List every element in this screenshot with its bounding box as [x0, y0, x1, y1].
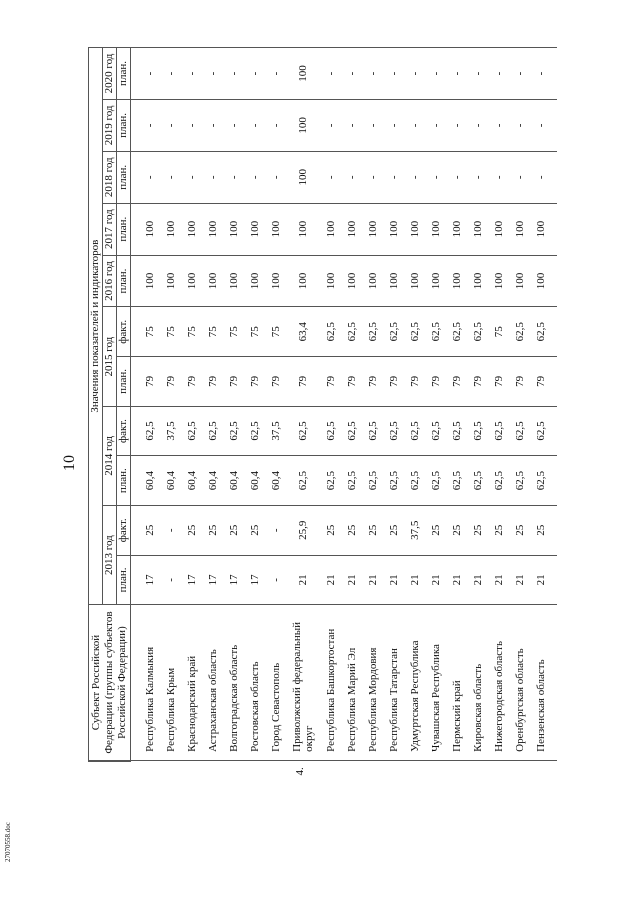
row-number-cell — [467, 760, 488, 761]
value-cell: 60,4 — [181, 456, 202, 506]
value-cell: - — [488, 48, 509, 100]
value-cell: - — [404, 99, 425, 151]
value-cell: - — [383, 151, 404, 203]
value-cell: 75 — [223, 307, 244, 357]
value-cell: - — [265, 151, 286, 203]
value-cell: 100 — [425, 203, 446, 255]
value-cell: 79 — [265, 357, 286, 407]
value-cell: 21 — [341, 555, 362, 605]
table-row — [530, 48, 557, 762]
value-cell: 62,5 — [467, 406, 488, 456]
value-cell: 79 — [467, 357, 488, 407]
row-number-cell — [320, 760, 341, 761]
year-header: 2014 год — [103, 406, 117, 505]
value-cell: - — [223, 48, 244, 100]
table-row — [320, 48, 341, 762]
plan-header: план. — [117, 255, 131, 307]
table-row — [509, 48, 530, 762]
value-cell: 79 — [530, 357, 557, 407]
row-number-cell — [265, 760, 286, 761]
value-cell: 100 — [286, 48, 320, 100]
value-cell: 21 — [530, 555, 557, 605]
value-cell: 79 — [131, 357, 161, 407]
value-cell: 100 — [488, 203, 509, 255]
value-cell: - — [341, 151, 362, 203]
value-cell: 21 — [425, 555, 446, 605]
value-cell: - — [446, 99, 467, 151]
value-cell: 60,4 — [202, 456, 223, 506]
value-cell: 25 — [446, 505, 467, 555]
value-cell: - — [181, 99, 202, 151]
row-number-cell — [488, 760, 509, 761]
row-number-cell — [286, 760, 320, 776]
value-cell: - — [131, 151, 161, 203]
value-cell: 25 — [467, 505, 488, 555]
value-cell: 100 — [286, 255, 320, 307]
value-cell: - — [383, 48, 404, 100]
row-number-cell — [404, 760, 425, 761]
value-cell: 25,9 — [286, 505, 320, 555]
value-cell: 60,4 — [131, 456, 161, 506]
row-number-cell — [202, 760, 223, 761]
table-header — [89, 48, 131, 762]
year-header: 2019 год — [103, 99, 117, 151]
value-cell: - — [320, 48, 341, 100]
subject-name: Республика Марий Эл — [341, 605, 362, 761]
value-cell: 100 — [286, 99, 320, 151]
value-cell: - — [131, 99, 161, 151]
row-number-cell — [160, 760, 181, 761]
table-row — [467, 48, 488, 762]
value-cell: 100 — [181, 203, 202, 255]
value-cell: 75 — [131, 307, 161, 357]
value-cell: 62,5 — [488, 406, 509, 456]
subject-name: Удмуртская Республика — [404, 605, 425, 761]
value-cell: 62,5 — [404, 456, 425, 506]
value-cell: 100 — [320, 255, 341, 307]
row-number: 4. — [294, 767, 306, 776]
value-cell: 62,5 — [404, 307, 425, 357]
year-header: 2020 год — [103, 48, 117, 100]
value-cell: 62,5 — [446, 456, 467, 506]
value-cell: - — [223, 99, 244, 151]
value-cell: 21 — [286, 555, 320, 605]
row-number-cell — [383, 760, 404, 761]
plan-header: план. — [117, 456, 131, 506]
table-row — [160, 48, 181, 762]
subject-name: Республика Башкортостан — [320, 605, 341, 761]
value-cell: 60,4 — [244, 456, 265, 506]
value-cell: - — [160, 151, 181, 203]
value-cell: 62,5 — [446, 307, 467, 357]
value-cell: - — [160, 555, 181, 605]
value-cell: 25 — [341, 505, 362, 555]
subject-name: Республика Татарстан — [383, 605, 404, 761]
value-cell: 60,4 — [265, 456, 286, 506]
table-row — [341, 48, 362, 762]
value-cell: 21 — [383, 555, 404, 605]
value-cell: 100 — [530, 255, 557, 307]
value-cell: 62,5 — [362, 406, 383, 456]
value-cell: - — [160, 48, 181, 100]
value-cell: 79 — [160, 357, 181, 407]
plan-header: план. — [117, 555, 131, 605]
value-cell: - — [425, 99, 446, 151]
value-cell: 25 — [509, 505, 530, 555]
subject-name: Город Севастополь — [265, 605, 286, 761]
subject-name: Волгоградская область — [223, 605, 244, 761]
value-cell: - — [244, 99, 265, 151]
table-row — [404, 48, 425, 762]
value-cell: 63,4 — [286, 307, 320, 357]
subject-name: Республика Крым — [160, 605, 181, 761]
value-cell: 79 — [181, 357, 202, 407]
value-cell: - — [425, 48, 446, 100]
fact-header: факт. — [117, 505, 131, 555]
value-cell: 79 — [362, 357, 383, 407]
value-cell: 21 — [488, 555, 509, 605]
value-cell: 75 — [244, 307, 265, 357]
row-number-cell — [244, 760, 265, 761]
value-cell: 21 — [467, 555, 488, 605]
value-cell: - — [530, 151, 557, 203]
value-cell: 62,5 — [509, 406, 530, 456]
value-cell: 79 — [488, 357, 509, 407]
value-cell: 21 — [362, 555, 383, 605]
value-cell: 37,5 — [160, 406, 181, 456]
value-cell: 100 — [383, 203, 404, 255]
table-body — [131, 48, 558, 776]
value-cell: 62,5 — [425, 406, 446, 456]
value-cell: 100 — [160, 255, 181, 307]
value-cell: - — [446, 151, 467, 203]
value-cell: - — [181, 151, 202, 203]
row-number-cell — [181, 760, 202, 761]
table-row — [265, 48, 286, 762]
subject-name: Кировская область — [467, 605, 488, 761]
value-cell: 100 — [383, 255, 404, 307]
value-cell: 100 — [223, 203, 244, 255]
value-cell: - — [467, 48, 488, 100]
table-row — [244, 48, 265, 762]
value-cell: 100 — [265, 203, 286, 255]
value-cell: 62,5 — [223, 406, 244, 456]
value-cell: - — [488, 99, 509, 151]
value-cell: 100 — [425, 255, 446, 307]
value-cell: - — [446, 48, 467, 100]
row-number-cell — [362, 760, 383, 761]
value-cell: - — [341, 99, 362, 151]
value-cell: 79 — [446, 357, 467, 407]
fact-header: факт. — [117, 406, 131, 456]
row-number-cell — [446, 760, 467, 761]
value-cell: 100 — [131, 203, 161, 255]
value-cell: 62,5 — [286, 406, 320, 456]
value-cell: 100 — [286, 151, 320, 203]
value-cell: 25 — [362, 505, 383, 555]
value-cell: - — [362, 48, 383, 100]
value-cell: 75 — [488, 307, 509, 357]
value-cell: 62,5 — [320, 307, 341, 357]
value-cell: - — [467, 151, 488, 203]
year-header: 2018 год — [103, 151, 117, 203]
value-cell: - — [467, 99, 488, 151]
subject-name: Ростовская область — [244, 605, 265, 761]
value-cell: - — [341, 48, 362, 100]
value-cell: - — [509, 151, 530, 203]
value-cell: - — [404, 151, 425, 203]
value-cell: 62,5 — [320, 406, 341, 456]
value-cell: 62,5 — [404, 406, 425, 456]
value-cell: 62,5 — [320, 456, 341, 506]
value-cell: 62,5 — [286, 456, 320, 506]
table-row — [286, 48, 320, 762]
value-cell: 37,5 — [265, 406, 286, 456]
year-header: 2017 год — [103, 203, 117, 255]
value-cell: - — [320, 151, 341, 203]
value-cell: 100 — [341, 255, 362, 307]
value-cell: - — [202, 48, 223, 100]
value-cell: 21 — [320, 555, 341, 605]
plan-header: план. — [117, 151, 131, 203]
table-row — [362, 48, 383, 762]
subject-name: Оренбургская область — [509, 605, 530, 761]
value-cell: 62,5 — [362, 307, 383, 357]
value-cell: 79 — [244, 357, 265, 407]
value-cell: 79 — [404, 357, 425, 407]
value-cell: 62,5 — [530, 406, 557, 456]
value-cell: - — [404, 48, 425, 100]
value-cell: 79 — [320, 357, 341, 407]
value-cell: 79 — [383, 357, 404, 407]
value-cell: 62,5 — [131, 406, 161, 456]
value-cell: 62,5 — [341, 307, 362, 357]
value-cell: 100 — [467, 255, 488, 307]
value-cell: - — [383, 99, 404, 151]
value-cell: - — [320, 99, 341, 151]
value-cell: 25 — [320, 505, 341, 555]
value-cell: - — [362, 99, 383, 151]
value-cell: 62,5 — [530, 456, 557, 506]
indicators-table — [88, 47, 557, 776]
value-cell: - — [509, 48, 530, 100]
value-cell: - — [509, 99, 530, 151]
rotated-table-sheet — [88, 47, 618, 776]
row-number-cell — [223, 760, 244, 761]
value-cell: 25 — [223, 505, 244, 555]
subject-name: Нижегородская область — [488, 605, 509, 761]
table-row — [488, 48, 509, 762]
value-cell: - — [530, 48, 557, 100]
value-cell: 100 — [446, 255, 467, 307]
value-cell: 62,5 — [383, 456, 404, 506]
value-cell: 62,5 — [202, 406, 223, 456]
subject-header: Субъект Российской Федерации (группы субъектов Российской Федерации) — [89, 605, 131, 761]
row-number-cell — [425, 760, 446, 761]
table-row — [425, 48, 446, 762]
value-cell: 100 — [265, 255, 286, 307]
value-cell: - — [131, 48, 161, 100]
value-cell: - — [202, 99, 223, 151]
value-cell: 60,4 — [223, 456, 244, 506]
value-cell: 62,5 — [425, 307, 446, 357]
value-cell: - — [530, 99, 557, 151]
value-cell: 62,5 — [467, 307, 488, 357]
value-cell: 100 — [362, 203, 383, 255]
value-cell: 62,5 — [488, 456, 509, 506]
value-cell: 79 — [341, 357, 362, 407]
value-cell: 100 — [509, 203, 530, 255]
table-row — [131, 48, 161, 762]
value-cell: 100 — [320, 203, 341, 255]
value-cell: 62,5 — [467, 456, 488, 506]
subject-name: Республика Калмыкия — [131, 605, 161, 761]
value-cell: - — [202, 151, 223, 203]
value-cell: 100 — [404, 255, 425, 307]
value-cell: 62,5 — [530, 307, 557, 357]
table-row — [223, 48, 244, 762]
table-row — [181, 48, 202, 762]
value-cell: 100 — [509, 255, 530, 307]
value-cell: 17 — [223, 555, 244, 605]
value-cell: 75 — [202, 307, 223, 357]
value-cell: 62,5 — [341, 456, 362, 506]
value-cell: 100 — [362, 255, 383, 307]
value-cell: - — [425, 151, 446, 203]
value-cell: - — [223, 151, 244, 203]
page-number: 10 — [61, 455, 78, 471]
value-cell: 100 — [244, 255, 265, 307]
value-cell: 25 — [425, 505, 446, 555]
table-row — [446, 48, 467, 762]
subject-name: Пермский край — [446, 605, 467, 761]
value-cell: 17 — [131, 555, 161, 605]
value-cell: 21 — [404, 555, 425, 605]
value-cell: 100 — [286, 203, 320, 255]
value-cell: 100 — [467, 203, 488, 255]
value-cell: 79 — [286, 357, 320, 407]
value-cell: - — [265, 99, 286, 151]
value-cell: 62,5 — [509, 456, 530, 506]
year-header: 2013 год — [103, 505, 117, 604]
value-cell: 100 — [488, 255, 509, 307]
value-cell: 79 — [202, 357, 223, 407]
subject-name: Краснодарский край — [181, 605, 202, 761]
document-code: 27070558.doc — [4, 822, 12, 862]
value-cell: 25 — [244, 505, 265, 555]
value-cell: 100 — [341, 203, 362, 255]
value-cell: - — [181, 48, 202, 100]
value-cell: 75 — [181, 307, 202, 357]
row-number-cell — [341, 760, 362, 761]
plan-header: план. — [117, 203, 131, 255]
value-cell: 62,5 — [341, 406, 362, 456]
value-cell: 62,5 — [383, 307, 404, 357]
value-cell: - — [160, 505, 181, 555]
value-cell: 100 — [131, 255, 161, 307]
value-cell: 37,5 — [404, 505, 425, 555]
value-cell: 75 — [265, 307, 286, 357]
subject-name: Республика Мордовия — [362, 605, 383, 761]
year-header: 2016 год — [103, 255, 117, 307]
subject-name: Чувашская Республика — [425, 605, 446, 761]
indicators-header: Значения показателей и индикаторов — [89, 48, 103, 605]
value-cell: 21 — [509, 555, 530, 605]
value-cell: 25 — [383, 505, 404, 555]
row-number-cell — [530, 760, 557, 761]
value-cell: 17 — [202, 555, 223, 605]
value-cell: - — [362, 151, 383, 203]
value-cell: 62,5 — [362, 456, 383, 506]
value-cell: 25 — [488, 505, 509, 555]
row-number-header — [89, 760, 131, 761]
value-cell: 21 — [446, 555, 467, 605]
row-number-cell — [509, 760, 530, 761]
value-cell: 79 — [509, 357, 530, 407]
value-cell: 79 — [425, 357, 446, 407]
fact-header: факт. — [117, 307, 131, 357]
plan-header: план. — [117, 48, 131, 100]
value-cell: 100 — [244, 203, 265, 255]
plan-header: план. — [117, 99, 131, 151]
value-cell: 62,5 — [446, 406, 467, 456]
value-cell: 62,5 — [181, 406, 202, 456]
value-cell: - — [265, 505, 286, 555]
value-cell: 62,5 — [425, 456, 446, 506]
value-cell: 100 — [202, 255, 223, 307]
value-cell: 75 — [160, 307, 181, 357]
subject-name: Приволжский федеральный округ — [286, 605, 320, 761]
value-cell: - — [244, 48, 265, 100]
value-cell: - — [160, 99, 181, 151]
value-cell: 100 — [181, 255, 202, 307]
value-cell: 25 — [530, 505, 557, 555]
table-row — [383, 48, 404, 762]
value-cell: 100 — [530, 203, 557, 255]
value-cell: 17 — [181, 555, 202, 605]
value-cell: - — [244, 151, 265, 203]
value-cell: 62,5 — [509, 307, 530, 357]
value-cell: - — [265, 555, 286, 605]
subject-name: Астраханская область — [202, 605, 223, 761]
year-header: 2015 год — [103, 307, 117, 406]
value-cell: 79 — [223, 357, 244, 407]
value-cell: 100 — [446, 203, 467, 255]
value-cell: 17 — [244, 555, 265, 605]
value-cell: 100 — [202, 203, 223, 255]
subject-name: Пензенская область — [530, 605, 557, 761]
value-cell: 100 — [404, 203, 425, 255]
row-number-cell — [131, 760, 161, 761]
value-cell: 60,4 — [160, 456, 181, 506]
value-cell: - — [488, 151, 509, 203]
table-row — [202, 48, 223, 762]
value-cell: 25 — [181, 505, 202, 555]
plan-header: план. — [117, 357, 131, 407]
value-cell: 100 — [160, 203, 181, 255]
value-cell: 62,5 — [383, 406, 404, 456]
value-cell: 25 — [131, 505, 161, 555]
value-cell: 62,5 — [244, 406, 265, 456]
value-cell: 25 — [202, 505, 223, 555]
value-cell: - — [265, 48, 286, 100]
value-cell: 100 — [223, 255, 244, 307]
